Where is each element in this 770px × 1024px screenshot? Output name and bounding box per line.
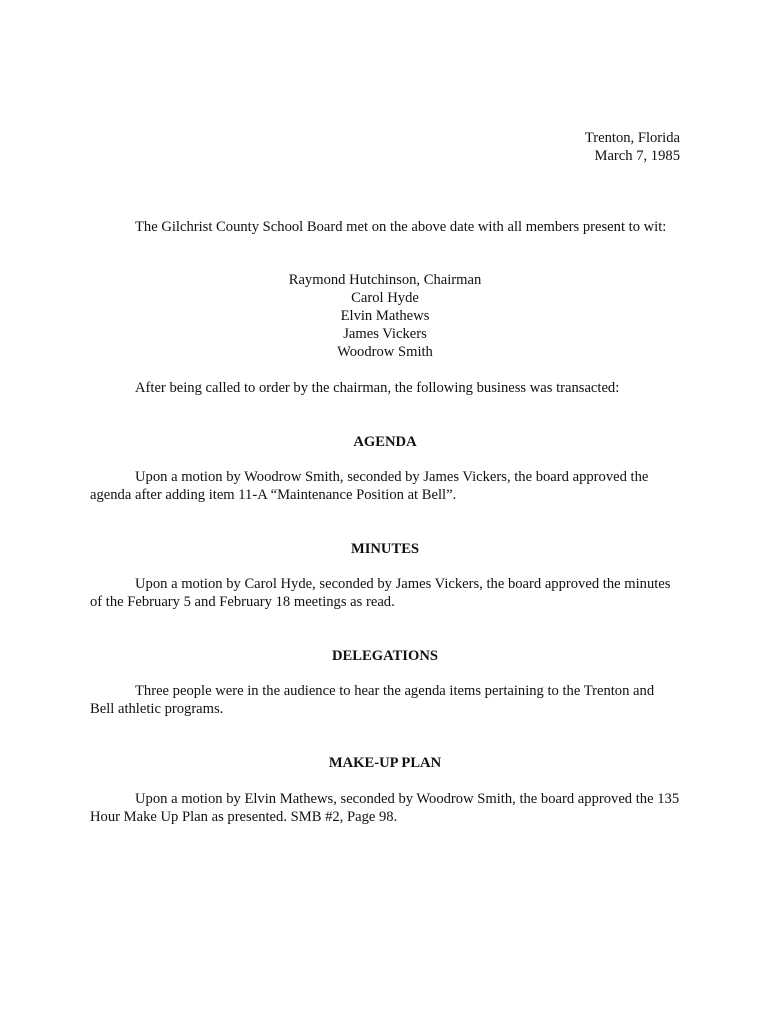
call-to-order-paragraph [90,379,680,397]
section-paragraph-agenda [90,468,680,504]
section-paragraph-delegations [90,682,680,718]
section-heading-minutes: MINUTES [350,541,420,557]
section-paragraph-minutes [90,575,680,611]
meeting-date: March 7, 1985 [594,148,680,164]
member-name: Woodrow Smith [337,344,433,360]
document-header [585,129,680,165]
section-heading-delegations: DELEGATIONS [332,648,438,664]
call-to-order-text: After being called to order by the chairman, the following business was transacted: [135,380,620,396]
member-name: Elvin Mathews [340,308,430,324]
member-list [90,271,680,361]
section-text: Upon a motion by Woodrow Smith, seconded by James Vickers, the board approved the agenda after adding item 11-A “Maintenance Position at Bell”. [90,469,649,503]
section-paragraph-make-up-plan [90,790,680,826]
section-heading-make-up-plan: MAKE-UP PLAN [328,755,442,771]
intro-paragraph [90,218,680,236]
meeting-location: Trenton, Florida [584,130,680,146]
intro-text: The Gilchrist County School Board met on the above date with all members present to wit: [135,219,667,235]
section-text: Upon a motion by Carol Hyde, seconded by James Vickers, the board approved the minutes of the February 5 and February 18 meetings as read. [90,576,671,610]
section-text: Three people were in the audience to hear the agenda items pertaining to the Trenton and Bell athletic programs. [90,683,655,717]
member-name: James Vickers [343,326,427,342]
member-name: Carol Hyde [351,290,419,306]
section-text: Upon a motion by Elvin Mathews, seconded by Woodrow Smith, the board approved the 135 Hour Make Up Plan as presented. SMB #2, Page 98. [90,791,680,825]
member-name: Raymond Hutchinson, Chairman [288,272,482,288]
section-heading-agenda: AGENDA [353,434,417,450]
